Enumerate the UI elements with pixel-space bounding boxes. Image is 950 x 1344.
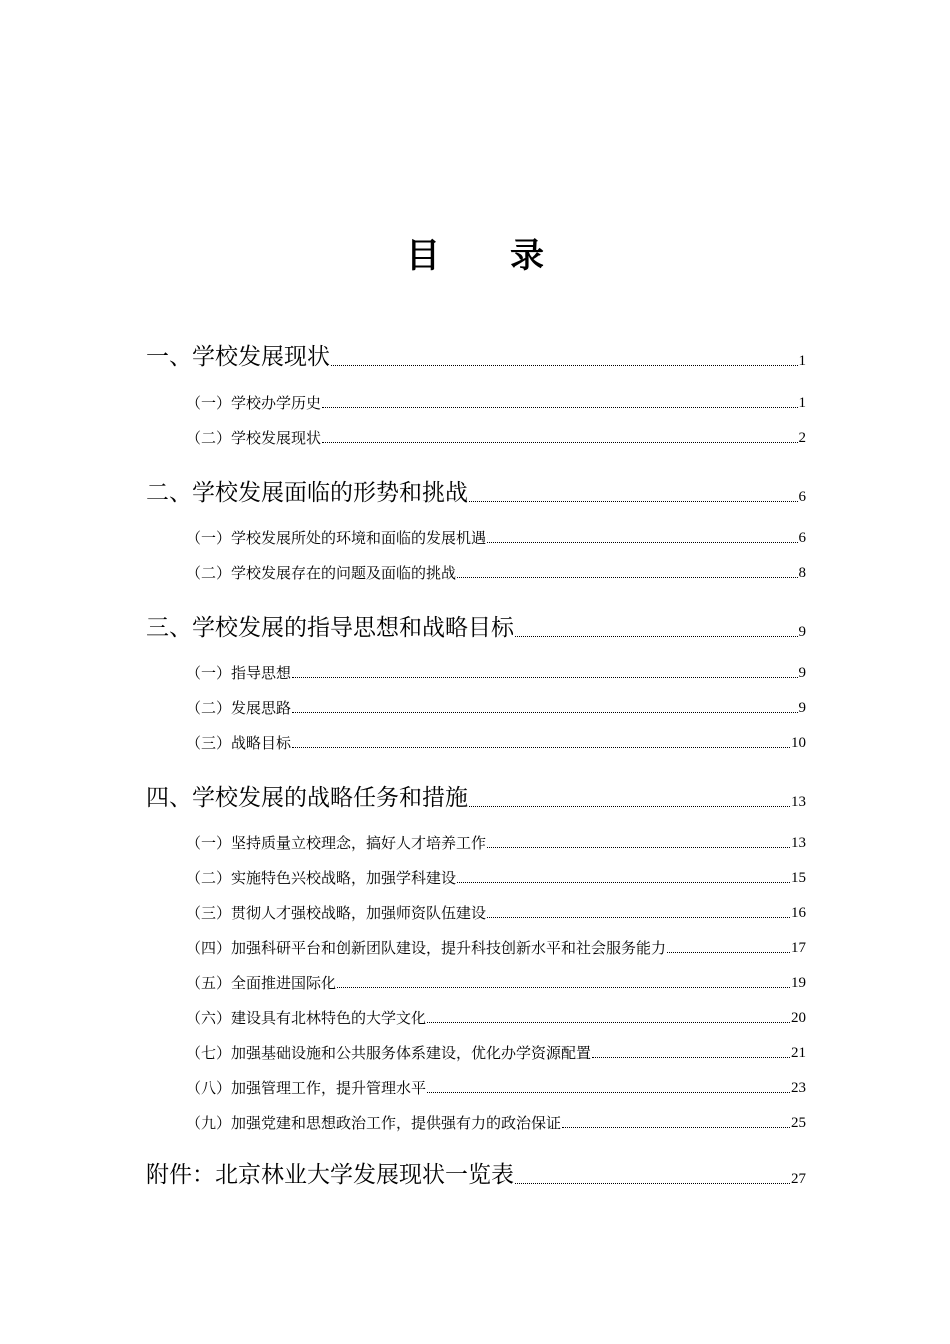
toc-entry-page: 16 [791,905,806,921]
toc-entry-label: 四、学校发展的战略任务和措施 [146,785,468,811]
toc-entry-9[interactable] [186,697,806,718]
toc-entry-6[interactable] [186,562,806,583]
toc-entry-label: （四）加强科研平台和创新团队建设，提升科技创新水平和社会服务能力 [186,939,667,957]
title-char-1: 目 [406,236,440,276]
toc-leader-dots [457,881,790,883]
toc-entry-label: （一）学校办学历史 [186,394,322,412]
toc-leader-dots [469,500,798,502]
toc-entry-page: 8 [798,565,806,581]
toc-leader-dots [592,1056,790,1058]
toc-leader-dots [337,986,790,988]
toc-entry-label: （二）学校发展存在的问题及面临的挑战 [186,564,457,582]
toc-entry-label: （一）指导思想 [186,664,292,682]
toc-entry-page: 17 [791,940,806,956]
toc-entry-13[interactable] [186,867,806,888]
toc-entry-page: 9 [798,665,806,681]
title-char-2: 录 [510,236,544,276]
toc-entry-page: 9 [798,700,806,716]
toc-entry-label: （二）学校发展现状 [186,429,322,447]
toc-entry-5[interactable] [186,527,806,548]
toc-entry-label: 附件：北京林业大学发展现状一览表 [146,1162,514,1188]
toc-leader-dots [322,406,797,408]
toc-entry-16[interactable] [186,972,806,993]
toc-entry-page: 21 [791,1045,806,1061]
toc-entry-2[interactable] [186,392,806,413]
toc-entry-label: 二、学校发展面临的形势和挑战 [146,480,468,506]
toc-entry-10[interactable] [186,732,806,753]
toc-leader-dots [292,711,797,713]
toc-entry-15[interactable] [186,937,806,958]
toc-entry-page: 1 [798,353,806,369]
toc-leader-dots [515,635,798,637]
toc-leader-dots [322,441,797,443]
toc-entry-page: 2 [798,430,806,446]
toc-entry-label: （三）贯彻人才强校战略，加强师资队伍建设 [186,904,487,922]
toc-entry-page: 13 [791,835,806,851]
toc-leader-dots [331,364,798,366]
toc-entry-page: 1 [798,395,806,411]
toc-entry-label: （一）坚持质量立校理念，搞好人才培养工作 [186,834,487,852]
toc-entry-page: 9 [798,624,806,640]
toc-entry-label: （六）建设具有北林特色的大学文化 [186,1009,427,1027]
toc-entry-label: （八）加强管理工作，提升管理水平 [186,1079,427,1097]
toc-entry-page: 19 [791,975,806,991]
toc-entry-label: （一）学校发展所处的环境和面临的发展机遇 [186,529,487,547]
toc-leader-dots [487,916,790,918]
toc-entry-3[interactable] [186,427,806,448]
toc-entry-19[interactable] [186,1077,806,1098]
toc-entry-12[interactable] [186,832,806,853]
toc-leader-dots [515,1182,790,1184]
toc-entry-page: 6 [798,530,806,546]
toc-leader-dots [457,576,797,578]
toc-leader-dots [562,1126,790,1128]
toc-entry-18[interactable] [186,1042,806,1063]
toc-leader-dots [292,746,790,748]
toc-entry-7[interactable] [146,609,806,642]
toc-entry-label: （七）加强基础设施和公共服务体系建设，优化办学资源配置 [186,1044,592,1062]
toc-leader-dots [667,951,790,953]
toc-entry-label: （二）实施特色兴校战略，加强学科建设 [186,869,457,887]
toc-entry-page: 15 [791,870,806,886]
toc-entry-page: 20 [791,1010,806,1026]
toc-entry-21[interactable] [146,1156,806,1189]
toc-entry-1[interactable] [146,338,806,371]
toc-entry-8[interactable] [186,662,806,683]
toc-entry-page: 25 [791,1115,806,1131]
toc-entry-label: 三、学校发展的指导思想和战略目标 [146,615,514,641]
toc-leader-dots [292,676,797,678]
toc-leader-dots [487,846,790,848]
toc-entry-label: （九）加强党建和思想政治工作，提供强有力的政治保证 [186,1114,562,1132]
toc-entry-label: （五）全面推进国际化 [186,974,337,992]
toc-leader-dots [487,541,797,543]
toc-entry-page: 13 [791,794,806,810]
toc-entry-11[interactable] [146,779,806,812]
toc-entry-page: 10 [791,735,806,751]
toc-entry-17[interactable] [186,1007,806,1028]
toc-leader-dots [469,805,790,807]
toc-entry-page: 23 [791,1080,806,1096]
toc-entry-page: 6 [798,489,806,505]
toc-entry-page: 27 [791,1171,806,1187]
toc-leader-dots [427,1091,790,1093]
page-title [0,228,950,277]
toc-entry-14[interactable] [186,902,806,923]
toc-entry-label: （三）战略目标 [186,734,292,752]
toc-entry-label: （二）发展思路 [186,699,292,717]
toc-leader-dots [427,1021,790,1023]
toc-entry-4[interactable] [146,474,806,507]
toc-entry-label: 一、学校发展现状 [146,344,330,370]
toc-entry-20[interactable] [186,1112,806,1133]
